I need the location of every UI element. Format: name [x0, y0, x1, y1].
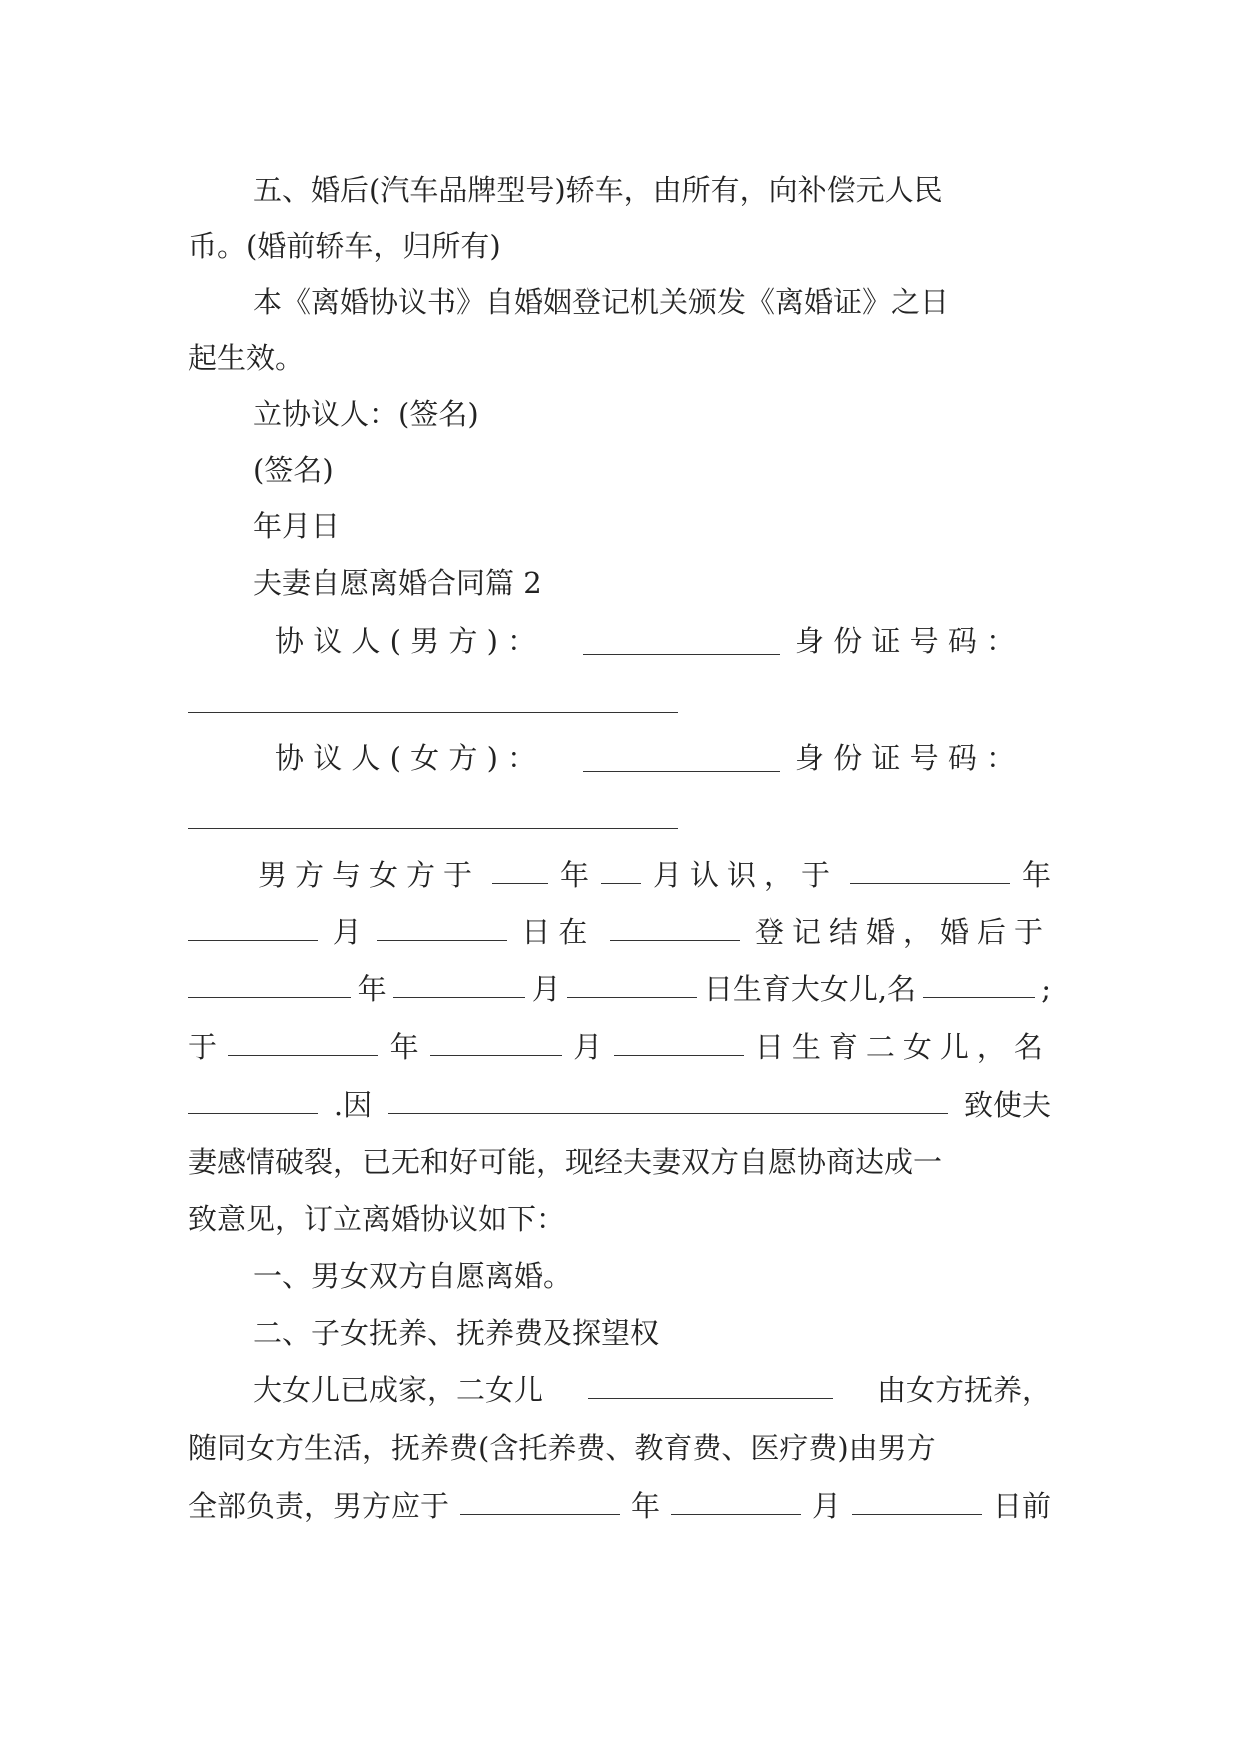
clause-5-line-1: 五、婚后(汽车品牌型号)轿车，由所有，向补偿元人民	[253, 173, 943, 207]
signature-line: (签名)	[253, 453, 334, 487]
custody-line-2: 随同女方生活，抚养费(含托养费、教育费、医疗费)由男方	[188, 1431, 936, 1465]
date-line: 年月日	[253, 509, 341, 543]
male-id-label: 身 份 证 号 码 ：	[795, 624, 1016, 658]
marriage-line-3: 年 月 日生育大女儿,名 ;	[188, 969, 1051, 1009]
effective-line-2: 起生效。	[188, 341, 305, 375]
section-title: 夫妻自愿离婚合同篇 2	[253, 566, 542, 600]
marriage-line-6: 妻感情破裂，已无和好可能，现经夫妻双方自愿协商达成一	[188, 1145, 943, 1179]
female-id-blank	[188, 828, 678, 829]
male-name-blank	[583, 626, 780, 655]
custody-line-3: 全部负责，男方应于 年 月 日前	[188, 1486, 1051, 1526]
female-party-label: 协 议 人 ( 女 方 ) ：	[275, 741, 537, 775]
marriage-line-5: .因 致使夫	[188, 1085, 1051, 1125]
male-party-label: 协 议 人 ( 男 方 ) ：	[275, 624, 537, 658]
clause-1: 一、男女双方自愿离婚。	[253, 1259, 573, 1293]
clause-2-heading: 二、子女抚养、抚养费及探望权	[253, 1316, 660, 1350]
custody-line-1: 大女儿已成家，二女儿 由女方抚养，	[253, 1370, 1051, 1410]
signatory-line: 立协议人：(签名)	[253, 397, 479, 431]
marriage-line-4: 于 年 月 日生育二女儿，名	[188, 1027, 1051, 1067]
effective-line-1: 本《离婚协议书》自婚姻登记机关颁发《离婚证》之日	[253, 285, 950, 319]
clause-5-line-2: 币。(婚前轿车，归所有)	[188, 229, 501, 263]
marriage-line-7: 致意见，订立离婚协议如下：	[188, 1202, 566, 1236]
marriage-line-2: 月 日在 登记结婚，婚后于	[188, 912, 1051, 952]
female-id-label: 身 份 证 号 码 ：	[795, 741, 1016, 775]
male-id-blank	[188, 712, 678, 713]
female-name-blank	[583, 743, 780, 772]
marriage-line-1: 男方与女方于 年 月认识，于 年	[258, 855, 1051, 895]
